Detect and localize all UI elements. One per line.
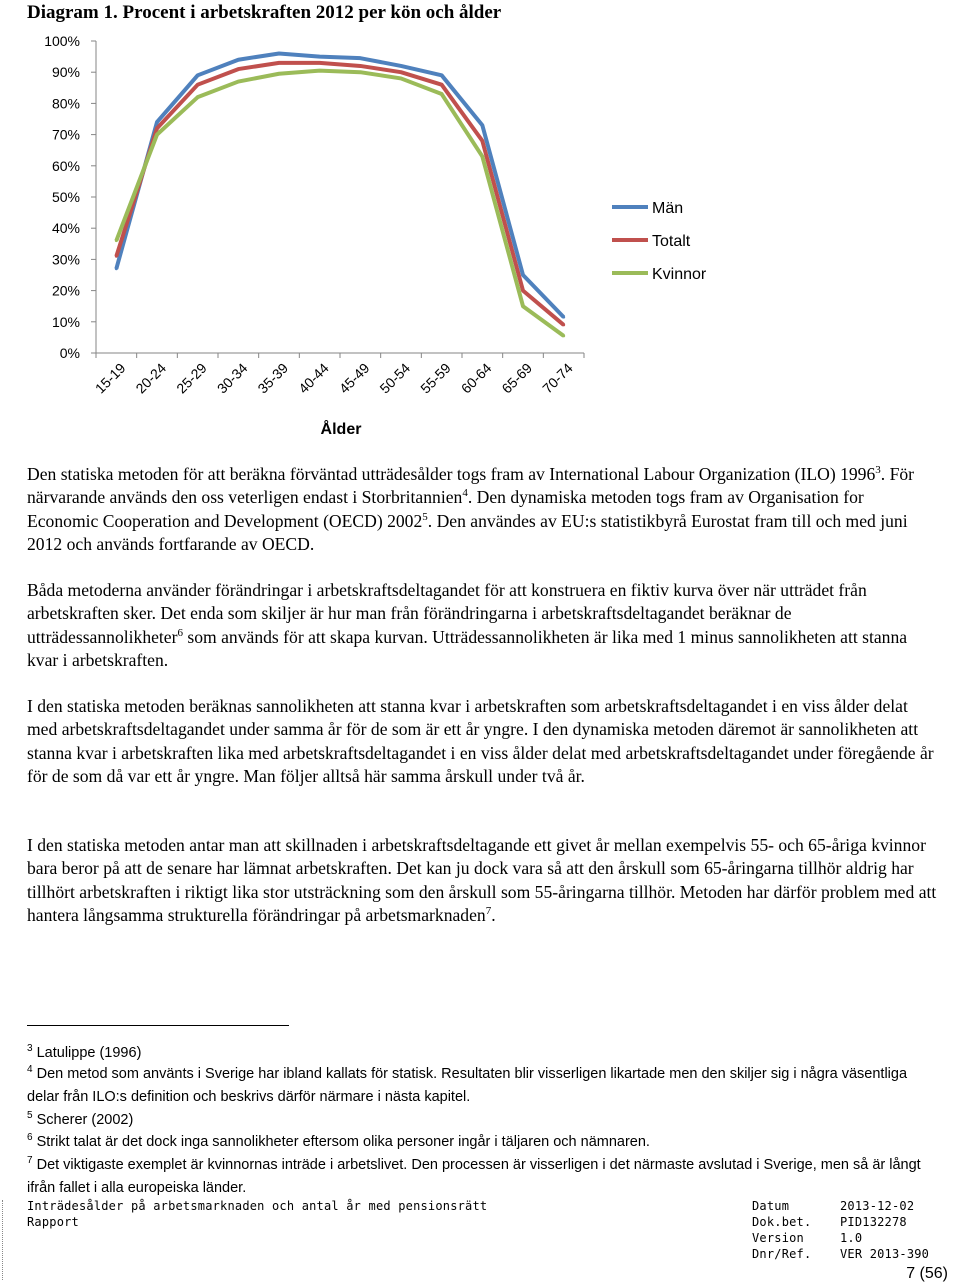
data-point <box>562 323 565 326</box>
data-point <box>359 71 362 74</box>
y-tick-label: 100% <box>44 33 80 49</box>
page-number: 7 (56) <box>906 1265 948 1282</box>
y-tick-label: 70% <box>51 126 80 143</box>
chart-legend <box>612 200 707 283</box>
x-tick-label: 40-44 <box>295 359 332 397</box>
paragraph-3: I den statiska metoden beräknas sannolikheten att stanna kvar i arbetskraften som arbetskraftsdeltagandet i en viss ålder delat med arbetskraftsdeltagandet under samma år för de som är ett år yngre. I den dynamiska metoden däremot är sannolikheten att stanna kvar i arbetskraften lika med arbetskraftsdeltagandet i en viss ålder delat med arbetskraftsdeltagandet under föregående år för de som då var ett år yngre. Man följer alltså här samma årskull under två år. <box>27 696 934 786</box>
footnote-number: 6 <box>27 1132 33 1143</box>
x-tick-label: 55-59 <box>417 359 454 397</box>
data-point <box>400 77 403 80</box>
data-point <box>522 274 525 277</box>
x-tick-label: 30-34 <box>213 359 251 397</box>
paragraph-2 <box>27 579 937 672</box>
data-point <box>115 239 118 242</box>
x-tick-label: 20-24 <box>132 359 170 397</box>
data-point <box>318 69 321 72</box>
footer-version-label: Version <box>752 1231 804 1245</box>
y-tick-label: 30% <box>51 251 80 268</box>
diagram-title: Diagram 1. Procent i arbetskraften 2012 per kön och ålder <box>27 2 502 23</box>
data-point <box>562 316 565 319</box>
footnote-text: Strikt talat är det dock inga sannolikheter eftersom olika personer ingår i täljaren och nämnaren. <box>36 1133 650 1150</box>
paragraph-1 <box>27 463 937 556</box>
footer-dokbet-value: PID132278 <box>840 1215 907 1229</box>
footnote-number: 4 <box>27 1064 33 1075</box>
data-point <box>318 55 321 58</box>
series-line-totalt <box>116 63 563 325</box>
footnote-ref-5[interactable]: 5 <box>422 510 428 523</box>
footnote-number: 3 <box>27 1043 33 1054</box>
y-tick-label: 20% <box>51 282 80 299</box>
data-point <box>156 127 159 130</box>
chart-series <box>115 52 565 337</box>
legend-label: Totalt <box>652 233 691 250</box>
data-point <box>237 68 240 71</box>
y-tick-label: 40% <box>51 220 80 237</box>
y-tick-label: 60% <box>51 157 80 174</box>
footer-datum-label: Datum <box>752 1199 790 1213</box>
data-point <box>196 96 199 99</box>
p1-text-b: . För närvarande används den oss veterligen endast i Storbritannien <box>27 464 915 508</box>
x-tick-label: 25-29 <box>173 359 210 397</box>
x-tick-label: 35-39 <box>254 359 292 397</box>
data-point <box>522 289 525 292</box>
data-point <box>115 267 118 270</box>
data-point <box>440 74 443 77</box>
data-point <box>359 57 362 60</box>
data-point <box>481 155 484 158</box>
x-tick-label: 15-19 <box>91 359 129 397</box>
x-tick-label: 45-49 <box>335 359 373 397</box>
series-line-män <box>116 53 563 317</box>
p2-text-b: som används för att skapa kurvan. Utträdessannolikheten är lika med 1 minus sannolikheten att stanna kvar i arbetskraften. <box>27 626 908 670</box>
data-point <box>237 80 240 83</box>
footnote-text: Latulippe (1996) <box>36 1044 142 1061</box>
data-point <box>440 83 443 86</box>
paragraph-4 <box>27 834 937 927</box>
p1-text-c: . Den dynamiska metoden togs fram av Organisation for Economic Cooperation and Development (OECD) 2002 <box>27 487 864 531</box>
data-point <box>481 139 484 142</box>
data-point <box>278 61 281 64</box>
footnote-ref-7[interactable]: 7 <box>485 905 492 918</box>
data-point <box>278 72 281 75</box>
footnote-4 <box>27 1058 927 1109</box>
data-point <box>196 83 199 86</box>
series-line-kvinnor <box>116 71 563 336</box>
footnote-text: Scherer (2002) <box>36 1111 134 1128</box>
data-point <box>156 133 159 136</box>
data-point <box>400 71 403 74</box>
x-axis <box>92 353 584 396</box>
footer-dnr-label: Dnr/Ref. <box>752 1247 812 1261</box>
data-point <box>440 93 443 96</box>
footer-dnr-value: VER 2013-390 <box>840 1247 930 1261</box>
footer-version-value: 1.0 <box>840 1231 863 1245</box>
footnote-ref-6[interactable]: 6 <box>177 626 183 639</box>
p1-text-d: . Den användes av EU:s statistikbyrå Eurostat fram till och med juni 2012 och används fortfarande av OECD. <box>27 510 908 554</box>
legend-label: Kvinnor <box>652 266 707 283</box>
footnote-number: 5 <box>27 1110 33 1121</box>
margin-marks <box>2 1200 5 1280</box>
y-tick-label: 80% <box>51 95 80 112</box>
x-tick-label: 65-69 <box>498 359 536 397</box>
y-tick-label: 50% <box>51 189 80 205</box>
data-point <box>318 61 321 64</box>
p4-text-a: I den statiska metoden antar man att skillnaden i arbetskraftsdeltagande ett givet år mellan exempelvis 55- och 65-åriga kvinnor bara beror på att de senare har lämnat arbetskraften. Det kan ju dock vara så att den årskull som 65-åringarna tillhör aldrig har tillhört arbetskraften i riktigt lika stor utsträckning som den årskull som 55-åringarna tillhör. Metoden har därför problem med att hantera långsamma strukturella förändringar på arbetsmarknaden <box>27 835 937 925</box>
data-point <box>196 74 199 77</box>
x-tick-label: 70-74 <box>539 359 576 397</box>
footnote-number: 7 <box>27 1155 33 1166</box>
p2-text-a: Båda metoderna använder förändringar i arbetskraftsdeltagandet för att konstruera en fiktiv kurva över när utträdet från arbetskraften sker. Det enda som skiljer är hur man från förändringarna i arbetskraftsdeltagandet beräknar de utträdessannolikheter <box>27 580 867 647</box>
x-tick-label: 60-64 <box>457 359 495 397</box>
data-point <box>278 52 281 55</box>
footnote-divider <box>27 1025 289 1026</box>
data-point <box>481 124 484 127</box>
y-tick-label: 90% <box>51 64 80 81</box>
y-tick-label: 10% <box>51 313 80 330</box>
footnote-text: Det viktigaste exemplet är kvinnornas inträde i arbetslivet. Den processen är visserligen i det närmaste avslutad i Sverige, men så är långt ifrån fallet i alla europeiska länder. <box>27 1156 921 1196</box>
y-tick-label: 0% <box>59 345 80 361</box>
footer-dokbet-label: Dok.bet. <box>752 1215 812 1229</box>
legend-label: Män <box>652 200 684 217</box>
data-point <box>237 58 240 61</box>
x-tick-label: 50-54 <box>376 359 414 397</box>
data-point <box>156 121 159 124</box>
data-point <box>115 255 118 258</box>
data-point <box>522 305 525 308</box>
data-point <box>562 334 565 337</box>
data-point <box>359 64 362 67</box>
p4-text-b: . <box>491 904 496 925</box>
x-axis-title: Ålder <box>320 421 362 438</box>
p1-text-a: Den statiska metoden för att beräkna förväntad utträdesålder togs fram av International Labour Organization (ILO) 1996 <box>27 464 876 484</box>
line-chart <box>0 20 960 450</box>
footer-doc-title: Inträdesålder på arbetsmarknaden och antal år med pensionsrätt <box>27 1199 488 1213</box>
footnote-text: Den metod som använts i Sverige har ibland kallats för statisk. Resultaten blir visserligen likartade men den skiljer sig i några väsentliga delar från ILO:s definition och beskrivs därför närmare i nästa kapitel. <box>27 1065 908 1105</box>
footer-datum-value: 2013-12-02 <box>840 1199 915 1213</box>
data-point <box>400 64 403 67</box>
footnote-ref-3[interactable]: 3 <box>875 464 881 477</box>
footnote-ref-4[interactable]: 4 <box>462 487 468 500</box>
y-axis <box>44 33 96 361</box>
footer-doc-type: Rapport <box>27 1215 79 1229</box>
footnote-7 <box>27 1149 927 1200</box>
